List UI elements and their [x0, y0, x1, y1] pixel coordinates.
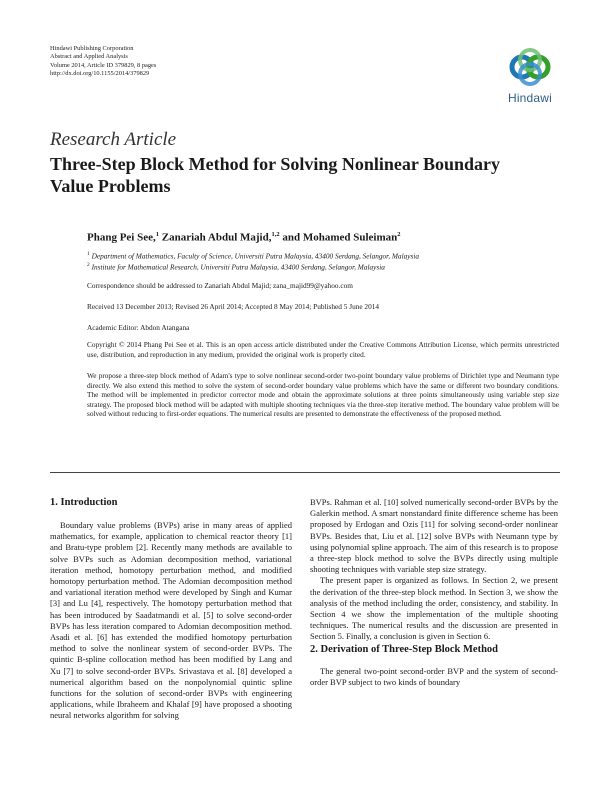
journal-header: [50, 45, 156, 79]
introduction-paragraph: The present paper is organized as follows. In Section 2, we present the derivation of the three-step block method. In Section 3, we show the analysis of the method including the order, consistency, and stability. In Section 4 we show the implementation of the multiple shooting techniques. The numerical results and the discussion are presented in Section 5. Finally, a conclusion is given in Section 6.: [310, 575, 558, 642]
section-heading-derivation: 2. Derivation of Three-Step Block Method: [310, 644, 499, 655]
abstract: We propose a three-step block method of Adam's type to solve nonlinear second-order two-point boundary value problems of Dirichlet type and Neumann type directly. We also extend this method to solve the system of second-order boundary value problems which have the same or different two boundary conditions. The method will be implemented in predictor corrector mode and obtain the approximate solutions at three points simultaneously using variable step size strategy. The proposed block method will be adapted with multiple shooting techniques via the three-step iterative method. The boundary value problem will be solved without reducing to first-order equations. The numerical results are presented to demonstrate the effectiveness of the proposed method.: [87, 371, 559, 419]
introduction-column-left: [50, 520, 292, 722]
introduction-paragraph: Boundary value problems (BVPs) arise in many areas of applied mathematics, for example, application to chemical reactor theory [1] and Bratu-type problem [2]. Recently many methods are available to solve BVPs such as Adomian decomposition method, variational iteration method, homotopy perturbation method, and modified homotopy perturbation method. The Adomian decomposition method and variational iteration method were developed by Singh and Kumar [3] and Lu [4], respectively. The homotopy perturbation method that has been introduced by Saadatmandi et al. [5] to solve second-order BVPs has less iteration compared to Adomian decomposition method. Asadi et al. [6] has extended the modified homotopy perturbation method to solve the nonlinear system of second-order BVPs. The quintic B-spline collocation method has been modified by Lang and Xu [7] to solve second-order BVPs. Srivastava et al. [8] developed a numerical algorithm based on the nonpolynomial quintic spline functions for the solution of second-order BVPs with engineering applications, while Ibraheem and Khalaf [9] have proposed a shooting neural networks algorithm for solving: [50, 520, 292, 721]
author-name: and Mohamed Suleiman: [282, 231, 398, 244]
derivation-column: [310, 666, 558, 688]
affiliation-mark: 1: [87, 251, 90, 257]
introduction-column-right: [310, 497, 558, 643]
journal-name-line: Abstract and Applied Analysis: [50, 53, 128, 61]
section-heading-introduction: 1. Introduction: [50, 497, 118, 508]
publisher-line: Hindawi Publishing Corporation: [50, 45, 134, 52]
paper-title: Three-Step Block Method for Solving Nonlinear Boundary Value Problems: [50, 154, 501, 196]
author-name: Phang Pei See,: [87, 231, 156, 244]
affiliations: [87, 250, 557, 272]
introduction-paragraph: BVPs. Rahman et al. [10] solved numerically second-order BVPs by the Galerkin method. A smart nonstandard finite difference scheme has been proposed by Erdogan and Ozis [11] for solving second-order nonlinear BVPs. Besides that, Liu et al. [12] solve BVPs with Neumann type by using polynomial spline approach. The aim of this research is to propose a three-step block method to solve the BVPs directly using multiple shooting techniques with variable step size strategy.: [310, 497, 558, 575]
academic-editor: Academic Editor: Abdon Atangana: [87, 323, 190, 332]
correspondence-line: Correspondence should be addressed to Zanariah Abdul Majid; zana_majid99@yahoo.com: [87, 281, 353, 290]
affiliation-text: Department of Mathematics, Faculty of Science, Universiti Putra Malaysia, 43400 Serdang, Selangor, Malaysia: [91, 251, 420, 261]
affiliation-mark: 2: [87, 262, 90, 269]
author-affil-mark: 1: [155, 231, 159, 238]
author-affil-mark: 1,2: [271, 231, 280, 238]
volume-line: Volume 2014, Article ID 379829, 8 pages: [50, 61, 157, 69]
affiliation-item: [87, 250, 557, 261]
article-type: Research Article: [50, 129, 177, 150]
doi-link[interactable]: http://dx.doi.org/10.1155/2014/379829: [50, 70, 150, 78]
derivation-paragraph: The general two-point second-order BVP and the system of second-order BVP subject to two kinds of boundary: [310, 666, 558, 688]
author-list: [87, 231, 401, 244]
logo-wordmark: Hindawi: [507, 91, 553, 105]
section-divider: [50, 472, 560, 473]
affiliation-text: Institute for Mathematical Research, Universiti Putra Malaysia, 43400 Serdang, Selangor, Malaysia: [91, 262, 385, 272]
affiliation-item: [87, 261, 557, 272]
publication-dates: Received 13 December 2013; Revised 26 April 2014; Accepted 8 May 2014; Published 5 June 2014: [87, 302, 380, 311]
copyright-notice: Copyright © 2014 Phang Pei See et al. This is an open access article distributed under the Creative Commons Attribution License, which permits unrestricted use, distribution, and reproduction in any medium, provided the original work is properly cited.: [87, 340, 559, 359]
author-affil-mark: 2: [397, 231, 401, 238]
author-name: Zanariah Abdul Majid,: [161, 231, 272, 244]
